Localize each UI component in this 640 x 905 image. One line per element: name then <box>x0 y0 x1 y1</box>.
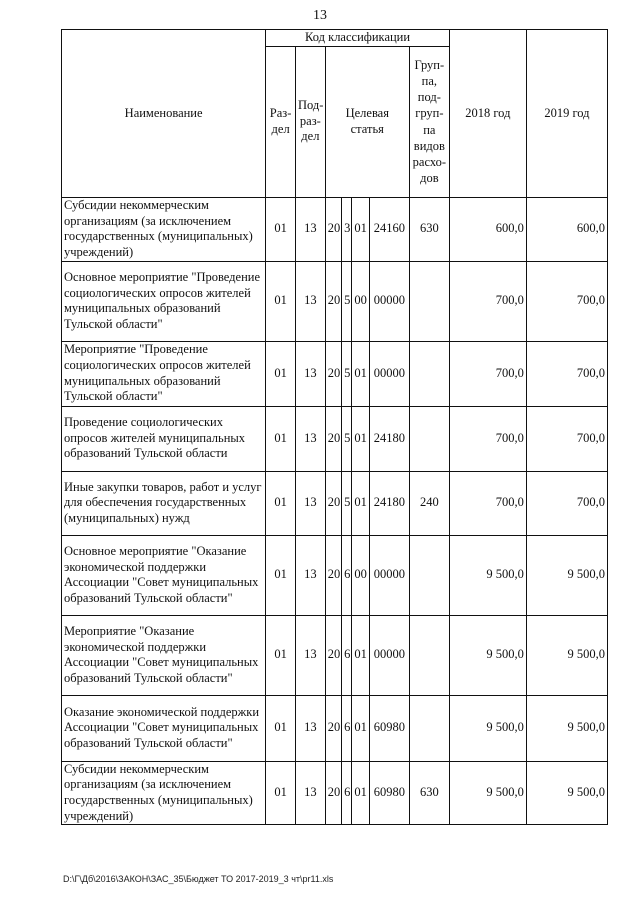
row-name: Мероприятие "Оказание экономической поддержки Ассоциации "Совет муниципальных образований Тульской области" <box>62 615 266 695</box>
header-section: Раз- дел <box>266 46 296 197</box>
header-expense-group: Груп- па, под- груп- па видов расхо- дов <box>409 46 449 197</box>
row-name: Проведение социологических опросов жителей муниципальных образований Тульской области <box>62 406 266 471</box>
row-target-2: 5 <box>342 341 352 406</box>
row-amount-2019: 700,0 <box>526 471 607 535</box>
header-row-top <box>62 30 608 47</box>
row-amount-2019: 700,0 <box>526 406 607 471</box>
row-section: 01 <box>266 197 296 261</box>
table-row <box>62 261 608 341</box>
row-target-2: 3 <box>342 197 352 261</box>
row-subsection: 13 <box>295 695 325 761</box>
row-subsection: 13 <box>295 261 325 341</box>
row-target-2: 6 <box>342 615 352 695</box>
table-row <box>62 406 608 471</box>
row-target-3: 01 <box>352 761 369 825</box>
row-name: Основное мероприятие "Оказание экономической поддержки Ассоциации "Совет муниципальных образований Тульской области" <box>62 535 266 615</box>
row-target-1: 20 <box>325 341 341 406</box>
row-target-3: 01 <box>352 197 369 261</box>
table-row <box>62 615 608 695</box>
row-target-1: 20 <box>325 695 341 761</box>
page-number: 13 <box>313 8 327 23</box>
row-subsection: 13 <box>295 615 325 695</box>
footer-file-path: D:\Г\Дб\2016\ЗАКОН\ЗАС_35\Бюджет ТО 2017-2019_3 чт\pr11.xls <box>63 874 334 884</box>
row-expense-group <box>409 695 449 761</box>
row-name: Субсидии некоммерческим организациям (за исключением государственных (муниципальных) учреждений) <box>62 197 266 261</box>
row-target-1: 20 <box>325 471 341 535</box>
row-target-2: 6 <box>342 535 352 615</box>
row-section: 01 <box>266 406 296 471</box>
row-target-2: 5 <box>342 261 352 341</box>
row-target-4: 00000 <box>369 341 409 406</box>
header-target-article: Целевая статья <box>325 46 409 197</box>
row-target-3: 01 <box>352 615 369 695</box>
row-expense-group: 630 <box>409 197 449 261</box>
row-expense-group: 240 <box>409 471 449 535</box>
table-body <box>62 197 608 825</box>
row-target-4: 24180 <box>369 406 409 471</box>
row-target-2: 5 <box>342 406 352 471</box>
header-classification-code: Код классификации <box>266 30 450 47</box>
row-target-1: 20 <box>325 406 341 471</box>
row-target-1: 20 <box>325 261 341 341</box>
row-name: Оказание экономической поддержки Ассоциации "Совет муниципальных образований Тульской области" <box>62 695 266 761</box>
header-year-2018: 2018 год <box>449 30 526 198</box>
row-target-3: 00 <box>352 261 369 341</box>
row-target-4: 60980 <box>369 695 409 761</box>
row-target-4: 00000 <box>369 615 409 695</box>
row-amount-2018: 700,0 <box>449 406 526 471</box>
row-section: 01 <box>266 535 296 615</box>
row-target-3: 01 <box>352 471 369 535</box>
row-target-4: 60980 <box>369 761 409 825</box>
row-expense-group: 630 <box>409 761 449 825</box>
row-target-3: 01 <box>352 406 369 471</box>
row-expense-group <box>409 615 449 695</box>
row-subsection: 13 <box>295 471 325 535</box>
row-section: 01 <box>266 341 296 406</box>
row-amount-2019: 600,0 <box>526 197 607 261</box>
row-target-1: 20 <box>325 761 341 825</box>
row-section: 01 <box>266 261 296 341</box>
row-amount-2018: 9 500,0 <box>449 695 526 761</box>
row-name: Субсидии некоммерческим организациям (за исключением государственных (муниципальных) учреждений) <box>62 761 266 825</box>
row-target-3: 01 <box>352 341 369 406</box>
row-amount-2018: 700,0 <box>449 471 526 535</box>
row-expense-group <box>409 341 449 406</box>
row-name: Мероприятие "Проведение социологических опросов жителей муниципальных образований Тульской области" <box>62 341 266 406</box>
row-amount-2019: 700,0 <box>526 261 607 341</box>
row-subsection: 13 <box>295 341 325 406</box>
row-target-1: 20 <box>325 197 341 261</box>
row-amount-2019: 9 500,0 <box>526 535 607 615</box>
budget-table <box>61 29 608 825</box>
row-section: 01 <box>266 761 296 825</box>
row-target-3: 01 <box>352 695 369 761</box>
row-target-1: 20 <box>325 535 341 615</box>
row-target-4: 00000 <box>369 261 409 341</box>
row-subsection: 13 <box>295 761 325 825</box>
table-row <box>62 695 608 761</box>
row-subsection: 13 <box>295 406 325 471</box>
table-row <box>62 197 608 261</box>
row-amount-2018: 600,0 <box>449 197 526 261</box>
row-target-1: 20 <box>325 615 341 695</box>
row-section: 01 <box>266 615 296 695</box>
row-amount-2018: 9 500,0 <box>449 535 526 615</box>
row-section: 01 <box>266 471 296 535</box>
row-expense-group <box>409 535 449 615</box>
row-amount-2019: 700,0 <box>526 341 607 406</box>
row-amount-2019: 9 500,0 <box>526 761 607 825</box>
table-row <box>62 471 608 535</box>
row-subsection: 13 <box>295 197 325 261</box>
row-target-4: 00000 <box>369 535 409 615</box>
row-target-3: 00 <box>352 535 369 615</box>
row-amount-2018: 700,0 <box>449 341 526 406</box>
row-section: 01 <box>266 695 296 761</box>
row-target-4: 24180 <box>369 471 409 535</box>
row-amount-2019: 9 500,0 <box>526 695 607 761</box>
header-subsection: Под- раз- дел <box>295 46 325 197</box>
table-row <box>62 761 608 825</box>
header-name: Наименование <box>62 30 266 198</box>
row-amount-2019: 9 500,0 <box>526 615 607 695</box>
row-amount-2018: 700,0 <box>449 261 526 341</box>
row-subsection: 13 <box>295 535 325 615</box>
table-row <box>62 341 608 406</box>
row-expense-group <box>409 261 449 341</box>
row-name: Основное мероприятие "Проведение социологических опросов жителей муниципальных образований Тульской области" <box>62 261 266 341</box>
row-target-4: 24160 <box>369 197 409 261</box>
table-row <box>62 535 608 615</box>
row-expense-group <box>409 406 449 471</box>
row-amount-2018: 9 500,0 <box>449 615 526 695</box>
row-amount-2018: 9 500,0 <box>449 761 526 825</box>
header-year-2019: 2019 год <box>526 30 607 198</box>
row-target-2: 5 <box>342 471 352 535</box>
row-target-2: 6 <box>342 695 352 761</box>
row-target-2: 6 <box>342 761 352 825</box>
row-name: Иные закупки товаров, работ и услуг для обеспечения государственных (муниципальных) нужд <box>62 471 266 535</box>
